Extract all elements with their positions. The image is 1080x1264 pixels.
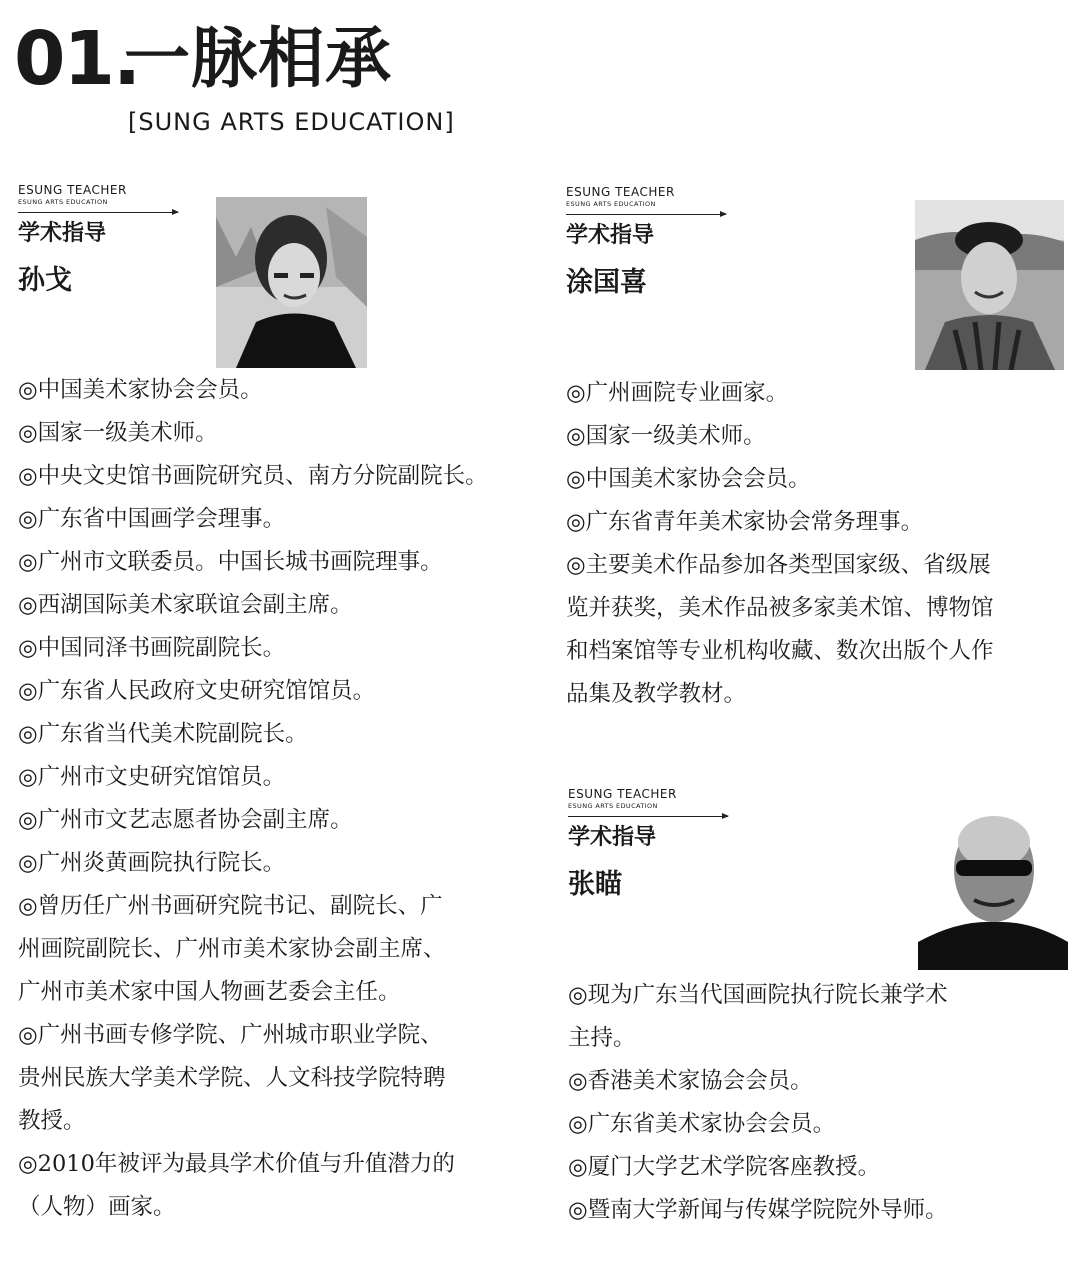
bio-line: ◎广州炎黄画院执行院长。 [18,850,286,876]
bio-line: ◎广东省青年美术家协会常务理事。 [566,509,924,535]
bio-line: 主持。 [568,1025,636,1051]
bio-line: ◎国家一级美术师。 [566,423,766,449]
bio-line: ◎西湖国际美术家联谊会副主席。 [18,592,353,618]
bio-line: 贵州民族大学美术学院、人文科技学院特聘 [18,1065,446,1091]
arrow-right-icon [568,816,728,817]
teacher-tag-sub: ESUNG ARTS EDUCATION [566,200,656,208]
teacher-role: 学术指导 [566,222,655,248]
bio-line: ◎香港美术家協会会员。 [568,1068,813,1094]
arrow-right-icon [566,214,726,215]
teacher-card-1 [18,184,178,294]
bio-line: ◎广东省人民政府文史研究馆馆员。 [18,678,376,704]
arrow-right-icon [18,212,178,213]
teacher-name: 张瞄 [568,868,622,900]
teacher-role: 学术指导 [568,824,657,850]
bio-line: 州画院副院长、广州市美术家协会副主席、 [18,936,446,962]
bio-line: ◎广东省美术家协会会员。 [568,1111,836,1137]
bio-line: ◎中国美术家协会会员。 [18,377,263,403]
bio-line: ◎暨南大学新闻与传媒学院院外导师。 [568,1197,948,1223]
bio-line: ◎广州画院专业画家。 [566,380,789,406]
teacher-name: 涂国喜 [566,266,647,298]
bio-line: ◎广州市文艺志愿者协会副主席。 [18,807,353,833]
bio-line: ◎曾历任广州书画研究院书记、副院长、广 [18,893,443,919]
bio-line: 览并获奖，美术作品被多家美术馆、博物馆 [566,595,994,621]
teacher-tag-sub: ESUNG ARTS EDUCATION [568,802,658,810]
teacher-card-3 [568,788,728,898]
teacher-name: 孙戈 [18,264,72,296]
bio-line: ◎主要美术作品参加各类型国家级、省级展 [566,552,991,578]
section-title: 一脉相承 [124,20,392,97]
teacher-bio-3 [568,974,948,1232]
teacher-tag: ESUNG TEACHER [568,787,677,801]
teacher-role: 学术指导 [18,220,107,246]
bio-line: 品集及教学教材。 [566,681,747,707]
bio-line: ◎中国美术家协会会员。 [566,466,811,492]
bio-line: ◎现为广东当代国画院执行院长兼学术 [568,982,948,1008]
teacher-card-2 [566,186,726,296]
teacher-photo-3 [918,802,1068,970]
bio-line: 广州市美术家中国人物画艺委会主任。 [18,979,401,1005]
bio-line: ◎中国同泽书画院副院长。 [18,635,286,661]
teacher-tag: ESUNG TEACHER [566,185,675,199]
bio-line: 教授。 [18,1108,86,1134]
teacher-bio-1 [18,369,488,1229]
bio-line: （人物）画家。 [18,1194,176,1220]
bio-line: ◎厦门大学艺术学院客座教授。 [568,1154,881,1180]
teacher-tag-sub: ESUNG ARTS EDUCATION [18,198,108,206]
bio-line: ◎国家一级美术师。 [18,420,218,446]
teacher-photo-2 [915,200,1064,370]
section-number: 01. [14,16,140,102]
section-subtitle: [SUNG ARTS EDUCATION] [128,108,455,136]
bio-line: ◎广州书画专修学院、广州城市职业学院、 [18,1022,443,1048]
bio-line: ◎广东省中国画学会理事。 [18,506,286,532]
bio-line: ◎广州市文联委员。中国长城书画院理事。 [18,549,443,575]
bio-line: ◎中央文史馆书画院研究员、南方分院副院长。 [18,463,488,489]
bio-line: ◎广东省当代美术院副院长。 [18,721,308,747]
bio-line: 和档案馆等专业机构收藏、数次出版个人作 [566,638,994,664]
bio-line: ◎广州市文史研究馆馆员。 [18,764,286,790]
bio-line: ◎2010年被评为最具学术价值与升值潜力的 [18,1151,455,1177]
teacher-photo-1 [216,197,367,368]
teacher-tag: ESUNG TEACHER [18,183,127,197]
teacher-bio-2 [566,372,994,716]
